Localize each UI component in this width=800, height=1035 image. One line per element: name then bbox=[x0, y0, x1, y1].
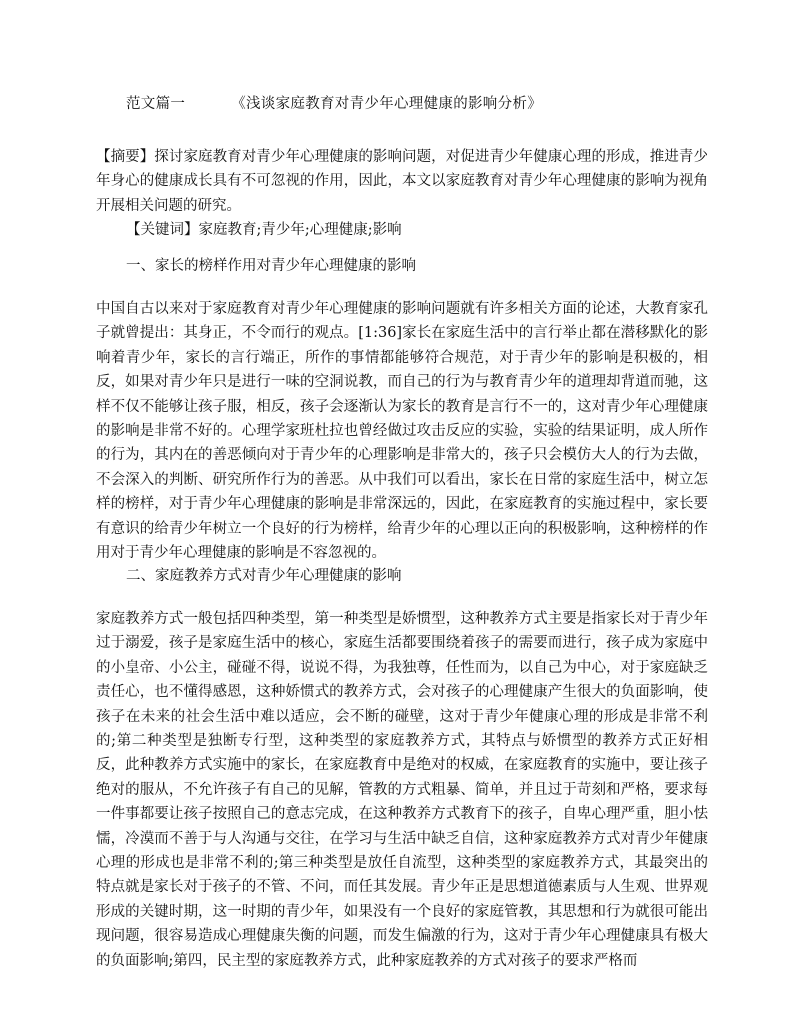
doc-label: 范文篇一 bbox=[126, 96, 186, 112]
doc-title: 《浅谈家庭教育对青少年心理健康的影响分析》 bbox=[231, 96, 543, 112]
document-page bbox=[96, 0, 708, 1035]
section-heading-1: 一、家长的榜样作用对青少年心理健康的影响 bbox=[126, 258, 416, 274]
title-line bbox=[126, 92, 542, 113]
section-2-paragraph: 家庭教养方式一般包括四种类型，第一种类型是娇惯型，这种教养方式主要是指家长对于青少年过于溺爱，孩子是家庭生活中的核心，家庭生活都要围绕着孩子的需要而进行，孩子成为家庭中的小皇帝、小公主，碰碰不得，说说不得，为我独尊，任性而为，以自己为中心，对于家庭缺乏责任心，也不懂得感恩，这种娇惯式的教养方式，会对孩子的心理健康产生很大的负面影响，使孩子在未来的社会生活中难以适应，会不断的碰壁，这对于青少年健康心理的形成是非常不利的;第二种类型是独断专行型，这种类型的家庭教养方式，其特点与娇惯型的教养方式正好相反，此种教养方式实施中的家长，在家庭教育中是绝对的权威，在家庭教育的实施中，要让孩子绝对的服从，不允许孩子有自己的见解，管教的方式粗暴、简单，并且过于苛刻和严格，要求每一件事都要让孩子按照自己的意志完成，在这种教养方式教育下的孩子，自卑心理严重，胆小怯懦，冷漠而不善于与人沟通与交往，在学习与生活中缺乏自信，这种家庭教养方式对青少年健康心理的形成也是非常不利的;第三种类型是放任自流型，这种类型的家庭教养方式，其最突出的特点就是家长对于孩子的不管、不问，而任其发展。青少年正是思想道德素质与人生观、世界观形成的关键时期，这一时期的青少年，如果没有一个良好的家庭管教，其思想和行为就很可能出现问题，很容易造成心理健康失衡的问题，而发生偏激的行为，这对于青少年心理健康具有极大的负面影响;第四，民主型的家庭教养方式，此种家庭教养的方式对孩子的要求严格而 bbox=[96, 611, 708, 969]
section-1-paragraph: 中国自古以来对于家庭教育对青少年心理健康的影响问题就有许多相关方面的论述，大教育家孔子就曾提出：其身正，不令而行的观点。[1:36]家长在家庭生活中的言行举止都在潜移默化的影响着青少年，家长的言行端正，所作的事情都能够符合规范，对于青少年的影响是积极的，相反，如果对青少年只是进行一味的空洞说教，而自己的行为与教育青少年的道理却背道而驰，这样不仅不能够让孩子服，相反，孩子会逐渐认为家长的教育是言行不一的，这对青少年心理健康的影响是非常不好的。心理学家班杜拉也曾经做过攻击反应的实验，实验的结果证明，成人所作的行为，其内在的善恶倾向对于青少年的心理影响是非常大的，孩子只会模仿大人的行为去做，不会深入的判断、研究所作行为的善恶。从中我们可以看出，家长在日常的家庭生活中，树立怎样的榜样，对于青少年心理健康的影响是非常深远的，因此，在家庭教育的实施过程中，家长要有意识的给青少年树立一个良好的行为榜样，给青少年的心理以正向的积极影响，这种榜样的作用对于青少年心理健康的影响是不容忽视的。 bbox=[96, 301, 708, 562]
section-heading-2: 二、家庭教养方式对青少年心理健康的影响 bbox=[126, 568, 402, 584]
keywords-line: 【关键词】家庭教育;青少年;心理健康;影响 bbox=[126, 222, 402, 238]
abstract-paragraph: 【摘要】探讨家庭教育对青少年心理健康的影响问题，对促进青少年健康心理的形成，推进青少年身心的健康成长具有不可忽视的作用，因此，本文以家庭教育对青少年心理健康的影响为视角开展相关问题的研究。 bbox=[96, 149, 708, 214]
